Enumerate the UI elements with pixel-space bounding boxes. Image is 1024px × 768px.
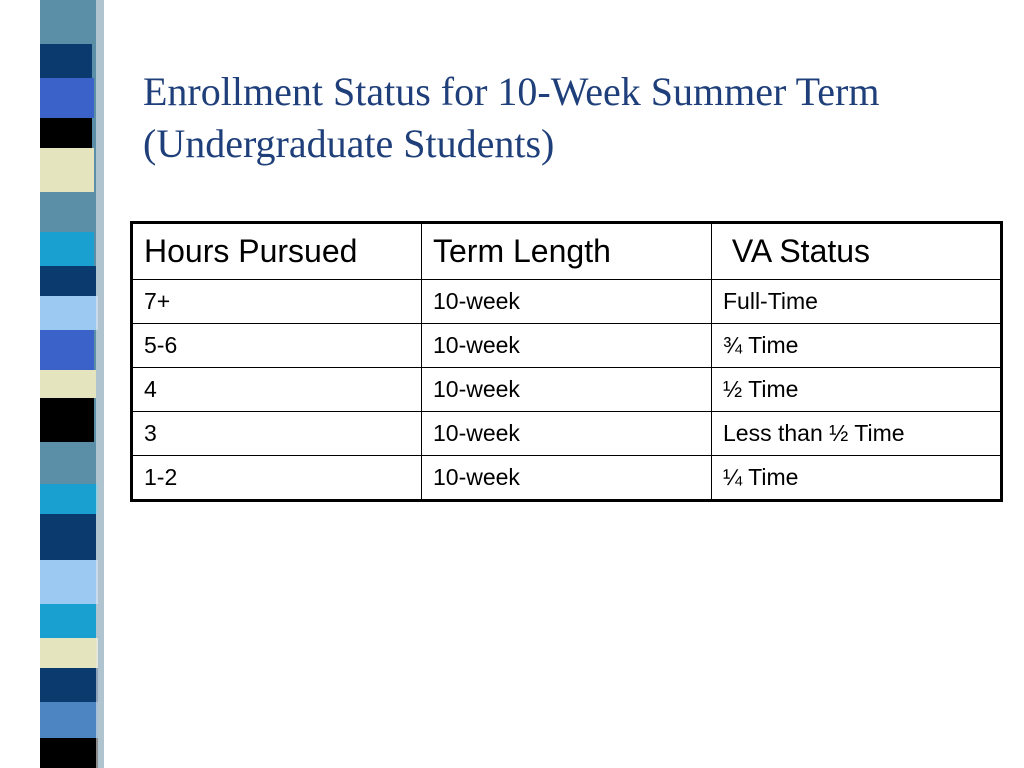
cell-hours: 5-6 (132, 324, 422, 368)
title-line-2: (Undergraduate Students) (143, 121, 555, 166)
table-row (132, 456, 1002, 501)
enrollment-status-table (130, 221, 1003, 502)
cell-hours: 4 (132, 368, 422, 412)
cell-term-length: 10-week (422, 456, 712, 501)
cell-term-length: 10-week (422, 368, 712, 412)
table-header-row (132, 223, 1002, 280)
cell-term-length: 10-week (422, 280, 712, 324)
table-row (132, 280, 1002, 324)
header-va-status: VA Status (712, 223, 1002, 280)
cell-hours: 1-2 (132, 456, 422, 501)
header-term-length: Term Length (422, 223, 712, 280)
decorative-stripe (0, 0, 120, 768)
title-line-1: Enrollment Status for 10-Week Summer Term (143, 69, 880, 114)
cell-va-status: ¼ Time (712, 456, 1002, 501)
slide-title (143, 66, 1003, 170)
cell-va-status: Full-Time (712, 280, 1002, 324)
cell-hours: 7+ (132, 280, 422, 324)
cell-term-length: 10-week (422, 412, 712, 456)
cell-va-status: ½ Time (712, 368, 1002, 412)
cell-va-status: ¾ Time (712, 324, 1002, 368)
cell-va-status: Less than ½ Time (712, 412, 1002, 456)
header-hours-pursued: Hours Pursued (132, 223, 422, 280)
cell-hours: 3 (132, 412, 422, 456)
table-row (132, 324, 1002, 368)
table-row (132, 368, 1002, 412)
enrollment-table-container (130, 221, 1003, 502)
cell-term-length: 10-week (422, 324, 712, 368)
table-row (132, 412, 1002, 456)
